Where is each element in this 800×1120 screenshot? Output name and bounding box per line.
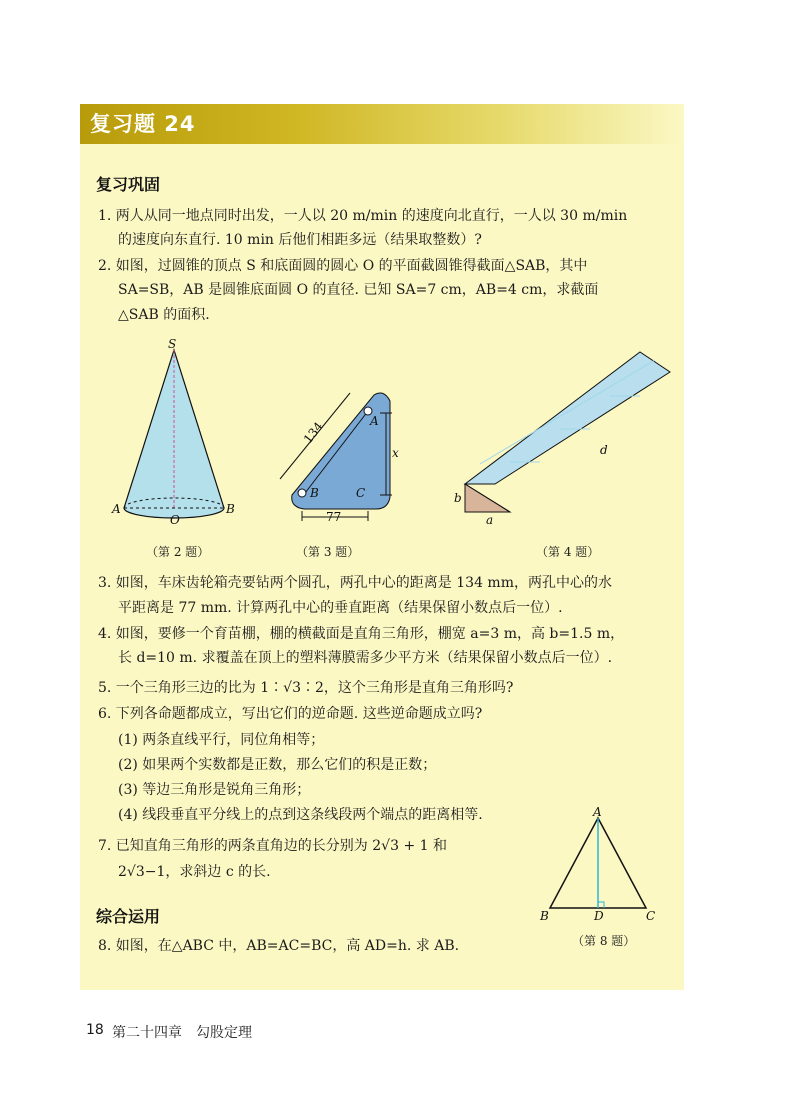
label-A: A: [370, 414, 379, 428]
hole-B: [298, 489, 306, 497]
right-angle-mark: [598, 902, 604, 908]
label-S: S: [168, 338, 177, 351]
figure-8-triangle: [538, 804, 668, 924]
section-apply: 综合运用: [96, 907, 161, 926]
problem-6-item-2: (2) 如果两个实数都是正数，那么它们的积是正数；: [118, 757, 437, 773]
shed-roof: [465, 352, 670, 484]
label-d: d: [600, 443, 608, 457]
problem-1-line-1: 1. 两人从同一地点同时出发，一人以 20 m/min 的速度向北直行，一人以 30 m/min: [98, 208, 628, 224]
page-title: 复习题 24: [90, 112, 196, 136]
problem-6-item-1: (1) 两条直线平行，同位角相等；: [118, 732, 325, 748]
figure-4-shed: [450, 344, 680, 529]
problem-3-line-2: 平距离是 77 mm. 计算两孔中心的垂直距离（结果保留小数点后一位）.: [118, 600, 563, 616]
problem-7-line-2: 2√3−1，求斜边 c 的长.: [118, 864, 271, 880]
problem-2-line-1: 2. 如图，过圆锥的顶点 S 和底面圆的圆心 O 的平面截圆锥得截面△SAB，其中: [98, 258, 588, 274]
label-O: O: [170, 513, 180, 527]
label-134: 134: [300, 419, 326, 447]
label-B: B: [226, 502, 235, 516]
label-77: 77: [326, 510, 342, 524]
figure-4-caption: （第 4 题）: [536, 545, 600, 559]
problem-2-line-2: SA=SB，AB 是圆锥底面圆 O 的直径. 已知 SA=7 cm，AB=4 cm，求截面: [118, 282, 599, 298]
label-A: A: [593, 805, 602, 819]
figure-2-cone: [110, 338, 250, 528]
problem-4-line-1: 4. 如图，要修一个育苗棚，棚的横截面是直角三角形，棚宽 a=3 m，高 b=1.5 m，: [98, 626, 625, 642]
problem-6-item-4: (4) 线段垂直平分线上的点到这条线段两个端点的距离相等.: [118, 807, 483, 823]
problem-4-line-2: 长 d=10 m. 求覆盖在顶上的塑料薄膜需多少平方米（结果保留小数点后一位）.: [118, 650, 613, 666]
problem-7-line-1: 7. 已知直角三角形的两条直角边的长分别为 2√3 + 1 和: [98, 838, 447, 854]
problem-6-line-1: 6. 下列各命题都成立，写出它们的逆命题. 这些逆命题成立吗?: [98, 706, 483, 722]
label-C: C: [646, 909, 656, 923]
label-a: a: [486, 513, 494, 527]
label-D: D: [594, 909, 604, 923]
figure-2-caption: （第 2 题）: [146, 545, 210, 559]
label-A: A: [112, 502, 121, 516]
label-C: C: [356, 486, 366, 500]
figure-3-caption: （第 3 题）: [296, 545, 360, 559]
chapter-title: 第二十四章 勾股定理: [112, 1025, 252, 1041]
label-b: b: [454, 491, 462, 505]
problem-3-line-1: 3. 如图，车床齿轮箱壳要钻两个圆孔，两孔中心的距离是 134 mm，两孔中心的水: [98, 575, 612, 591]
problem-5: 5. 一个三角形三边的比为 1∶√3∶2，这个三角形是直角三角形吗?: [98, 680, 514, 696]
problem-1-line-2: 的速度向东直行. 10 min 后他们相距多远（结果取整数）?: [118, 232, 482, 248]
problem-6-item-3: (3) 等边三角形是锐角三角形；: [118, 782, 311, 798]
label-B: B: [310, 486, 319, 500]
figure-8-caption: （第 8 题）: [572, 934, 636, 948]
label-B: B: [540, 909, 549, 923]
problem-8: 8. 如图，在△ABC 中，AB=AC=BC，高 AD=h. 求 AB.: [98, 938, 460, 954]
page-number: 18: [86, 1022, 104, 1038]
label-x: x: [392, 446, 399, 460]
section-review: 复习巩固: [96, 175, 161, 194]
figure-3-plate: [276, 385, 406, 525]
problem-2-line-3: △SAB 的面积.: [118, 307, 210, 323]
